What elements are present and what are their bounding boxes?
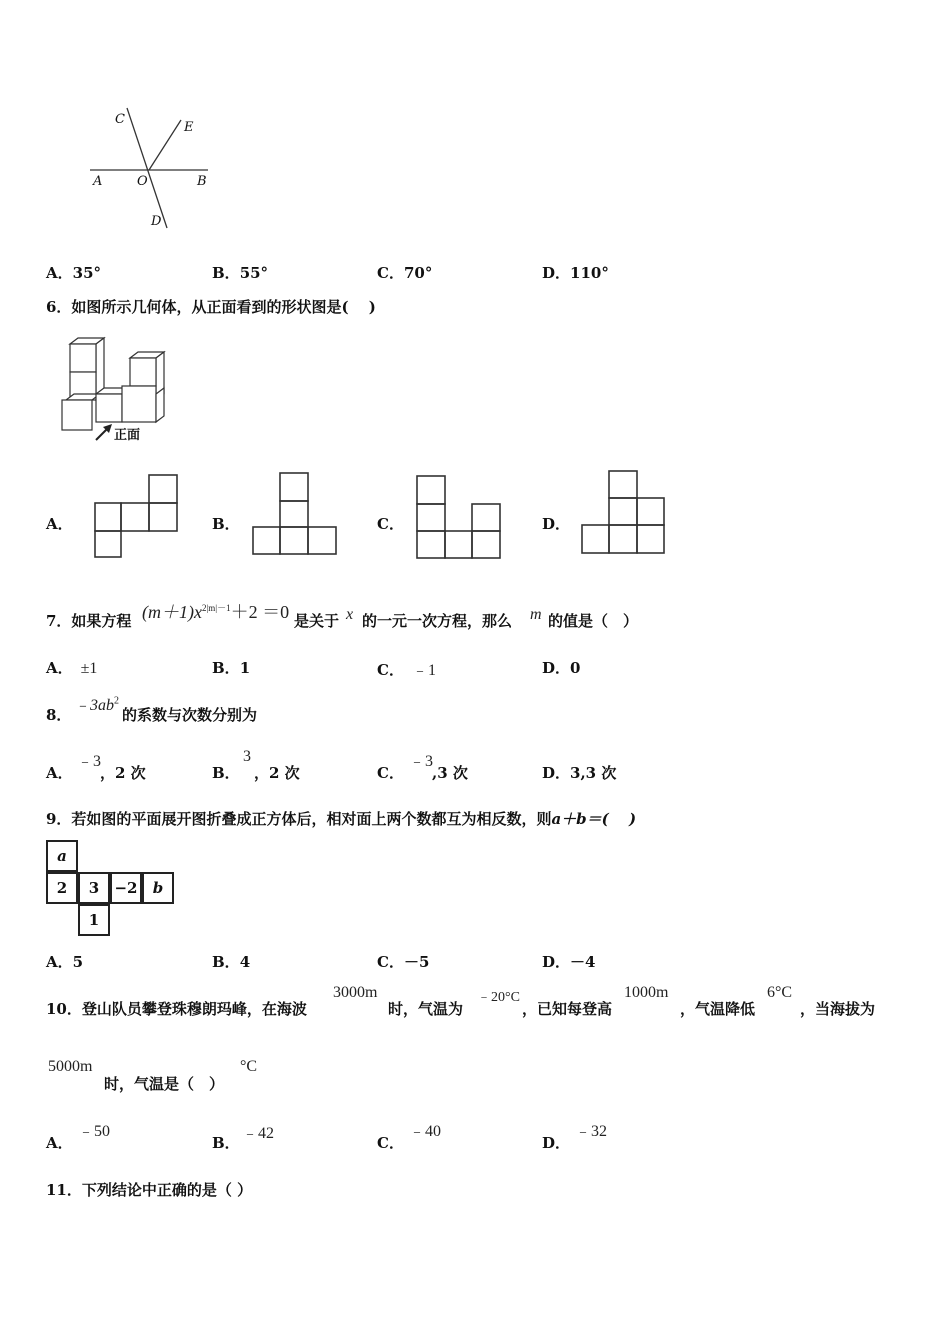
q6-option-c-letter: C． [377, 515, 404, 533]
label-b: B [197, 174, 207, 189]
net-cell-1: 1 [78, 904, 110, 936]
q8-option-b-letter: B． [212, 764, 240, 782]
net-cell-a: a [46, 840, 78, 872]
q8-formula-exp: 2 [114, 695, 120, 707]
q6-shape-d [578, 468, 668, 558]
label-o: O [137, 174, 148, 189]
q10-part3: ，已知每登高 [522, 1000, 613, 1018]
q8-option-a-math: ﹣3 [77, 753, 102, 770]
q6-shape-b [250, 470, 340, 558]
q7-option-d: D．0 [542, 659, 581, 677]
q7-option-b: B．1 [212, 659, 251, 677]
q7-var-x: x [346, 606, 354, 623]
q5-option-b: B．55° [212, 264, 269, 282]
cube-stack-figure [58, 336, 178, 448]
q6-stem: 6．如图所示几何体，从正面看到的形状图是( ) [46, 298, 376, 316]
q11-stem: 11．下列结论中正确的是（ ） [46, 1181, 253, 1199]
q10-part5: ，当海拔为 [800, 1000, 876, 1018]
q10-option-b-value: ﹣42 [242, 1125, 275, 1142]
label-e: E [184, 120, 194, 135]
q7-option-c: C． ﹣1 [377, 661, 436, 679]
q8-option-c-text: ,3 次 [432, 764, 468, 782]
q10-value-5000m: 5000m [48, 1058, 93, 1075]
q5-option-c: C．70° [377, 264, 433, 282]
q7-var-m: m [530, 606, 542, 623]
label-d: D [151, 214, 162, 229]
q6-option-b-letter: B． [212, 515, 240, 533]
q6-shape-c [414, 473, 504, 561]
q10-value-minus20c: ﹣20°C [477, 990, 520, 1005]
q8-formula [74, 692, 119, 715]
angle-figure-lines [85, 100, 215, 235]
q8-option-a-text: ，2 次 [100, 764, 146, 782]
q7-end: 的值是（ ） [548, 612, 639, 630]
q5-option-a: A．35° [46, 264, 102, 282]
q8-option-d: D．3,3 次 [542, 764, 617, 782]
q9-stem: 9．若如图的平面展开图折叠成正方体后，相对面上两个数都互为相反数，则a＋b＝( ) [46, 810, 637, 828]
q9-option-d: D．－4 [542, 953, 596, 971]
q10-part1: 10．登山队员攀登珠穆朗玛峰，在海波 [46, 1000, 307, 1018]
q7-option-a: A． ±1 [46, 659, 98, 677]
q9-option-a: A．5 [46, 953, 84, 971]
q10-value-3000m: 3000m [333, 984, 378, 1001]
q10-option-d-letter: D． [542, 1134, 571, 1152]
q10-option-c-letter: C． [377, 1134, 404, 1152]
q10-unit: °C [240, 1058, 258, 1075]
net-cell-minus2: −2 [110, 872, 142, 904]
q8-option-a-letter: A． [46, 764, 73, 782]
label-a: A [93, 174, 103, 189]
q6-option-a-letter: A． [46, 515, 73, 533]
q10-part2: 时，气温为 [388, 1000, 464, 1018]
q10-option-a-value: ﹣50 [78, 1123, 111, 1140]
q6-option-d-letter: D． [542, 515, 571, 533]
net-cell-3: 3 [78, 872, 110, 904]
q10-option-b-letter: B． [212, 1134, 240, 1152]
q8-option-c-math: ﹣3 [409, 753, 434, 770]
q9-option-b: B．4 [212, 953, 251, 971]
q7-formula-tail: ＋2 ＝0 [230, 602, 290, 622]
q10-part6: 时，气温是（ ） [104, 1075, 225, 1093]
q9-option-c: C．－5 [377, 953, 430, 971]
q7-formula-base: (m＋1)x [142, 602, 202, 622]
front-label: 正面 [114, 428, 141, 443]
q7-mid2: 的一元一次方程，那么 [362, 612, 513, 630]
q10-option-d-value: ﹣32 [575, 1123, 608, 1140]
q5-option-d: D．110° [542, 264, 609, 282]
q7-formula [142, 598, 289, 624]
q10-value-6c: 6°C [767, 984, 793, 1001]
q8-end: 的系数与次数分别为 [122, 706, 258, 724]
cube-net [46, 840, 178, 938]
q8-option-b-math: 3 [243, 748, 251, 765]
q7-formula-exp: 2|m|－1 [201, 603, 231, 613]
label-c: C [115, 112, 125, 127]
angle-figure [85, 100, 215, 235]
q10-option-c-value: ﹣40 [409, 1123, 442, 1140]
q8-option-b-text: ，2 次 [254, 764, 300, 782]
q10-part4: ，气温降低 [680, 1000, 756, 1018]
q7-number: 7．如果方程 [46, 612, 132, 630]
q8-number: 8． [46, 706, 72, 724]
net-cell-b: b [142, 872, 174, 904]
q8-option-c-letter: C． [377, 764, 404, 782]
q6-shape-a [90, 472, 182, 560]
q7-mid1: 是关于 [294, 612, 340, 630]
net-cell-2: 2 [46, 872, 78, 904]
q10-value-1000m: 1000m [624, 984, 669, 1001]
q8-formula-base: ﹣3ab [74, 697, 115, 714]
q10-option-a-letter: A． [46, 1134, 73, 1152]
